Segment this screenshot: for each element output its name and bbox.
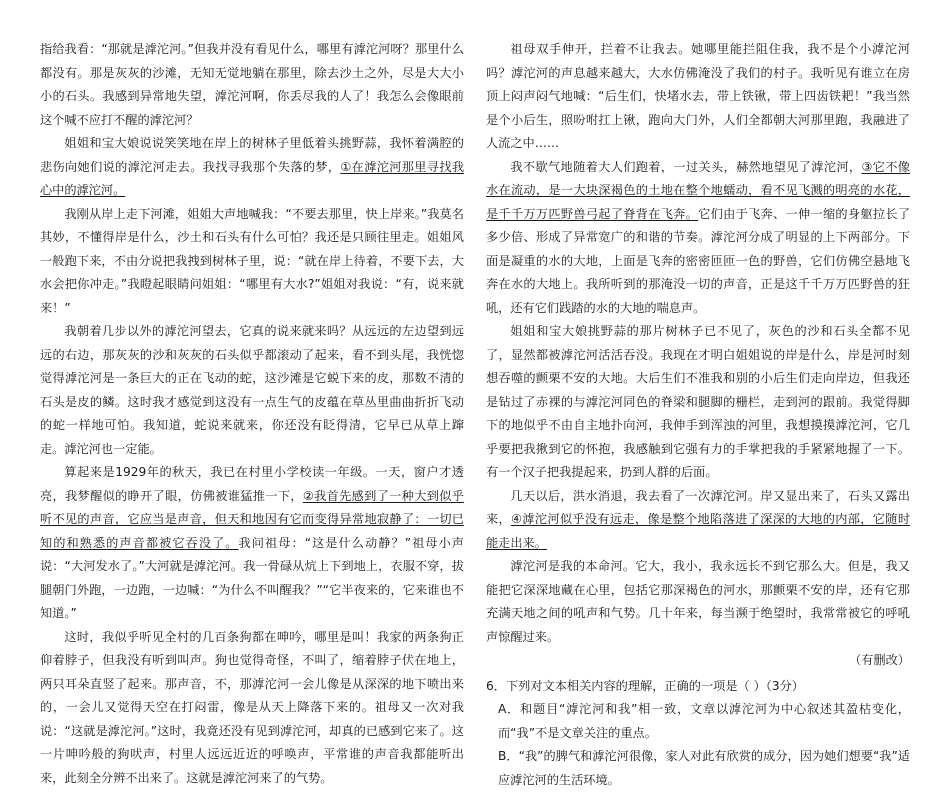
paragraph: 姐姐和宝大娘挑野蒜的那片树林子已不见了，灰色的沙和石头全都不见了，显然都被滹沱河活活吞没。我现在才明白姐姐说的岸是什么，岸是河时刻想吞噬的颤栗不安的大地。大后生们不准我和别的小后生们走向岸边，但我还是钻过了赤裸的与滹沱河同色的脊梁和腿脚的栅栏，走到河的跟前。我觉得脚下的地似乎不由自主地扑向河，我伸手到浑浊的河里，我想摸摸滹沱河，它几乎要把我揪到它的怀抱，我感触到它强有力的手掌把我的手紧紧地握了一下。有一个汉子把我提起来，扔到人群的后面。 (486, 324, 910, 479)
paragraph-text: 我不歇气地随着大人们跑着，一过关头，赫然地望见了滹沱河， (510, 159, 862, 174)
paragraph-text: 我问祖母：“这是什么动静？”祖母小声说：“大河发水了。”大河就是滹沱河。我一骨碌从炕上下到地上，衣服不穿，拔腿朝门外跑，一边跑，一边喊：“为什么不叫醒我？”“它半夜来的，它来谁也不知道。” (40, 535, 464, 620)
paragraph-text: 姐姐和宝大娘说说笑笑地在岸上的树林子里低着头挑野蒜，我怀着满腔的悲伤向她们说的滹沱河走去。我找寻我那个失落的梦， (40, 136, 464, 174)
underlined-sentence-1: ①在滹沱河那里寻找我心中的滹沱河。 (40, 159, 465, 197)
paragraph: 指给我看：“那就是滹沱河。”但我并没有看见什么，哪里有滹沱河呀？那里什么都没有。那是灰灰的沙滩，无知无觉地躺在那里，除去沙土之外，尽是大大小小的石头。我感到异常地失望，滹沱河啊，你丢尽我的人了！我怎么会像眼前这个喊不应打不醒的滹沱河？ (40, 42, 464, 127)
underlined-sentence-4: ④滹沱河似乎没有远走，像是整个地陷落进了深深的大地的内部，它随时能走出来。 (486, 512, 911, 550)
underlined-sentence-3: ③它不像水在流动，是一大块深褐色的土地在整个地蠕动，看不见飞溅的明亮的水花，是千千万万匹野兽弓起了脊背在飞奔。 (486, 159, 910, 221)
paragraph: 祖母双手伸开，拦着不让我去。她哪里能拦阻住我，我不是个小滹沱河吗？滹沱河的声息越来越大，大水仿佛淹没了我们的村子。我听见有谁立在房顶上闷声闷气地喊：“后生们，快堵水去，带上铁锹，带上四齿铁耙！”我当然是个小后生，照吩咐扛上锹，跑向大门外，人们全都朝大河那里跑，我融进了人流之中…… (486, 42, 910, 150)
paragraph-text: 它们由于飞奔、一伸一缩的身躯拉长了多少倍、形成了异常宽广的和谐的节奏。滹沱河分成了明显的上下两部分。下面是凝重的水的大地，上面是飞奔的密密匝匝一色的野兽，它们仿佛空悬地飞奔在水的大地上。我所听到的那淹没一切的声音，正是这千千万万匹野兽的狂吼，还有它们践踏的水的大地的喘息声。 (486, 206, 911, 315)
right-column (486, 38, 910, 792)
paragraph: 滹沱河是我的本命河。它大，我小，我永远长不到它那么大。但是，我又能把它深深地藏在心里，包括它那深褐色的河水，那颤栗不安的岸，还有它那充满天地之间的吼声和气势。几十年来，每当濒于绝望时，我常常被它的呼吼声惊醒过来。 (486, 559, 910, 644)
question-6: 6．下列对文本相关内容的理解，正确的一项是（ ）（3分） (486, 678, 804, 693)
paragraph-text: 算起来是1929年的秋天，我已在村里小学校读一年级。一天，窗户才透亮，我梦醒似的睁开了眼，仿佛被谁猛推一下， (40, 465, 464, 503)
paragraph (40, 461, 464, 626)
left-column (40, 38, 464, 790)
paragraph: 我朝着几步以外的滹沱河望去，它真的说来就来吗？从远远的左边望到远远的右边，那灰灰的沙和灰灰的石头似乎都滚动了起来，看不到头尾，我恍惚觉得滹沱河是一条巨大的正在飞动的蛇，这沙滩是它蜕下来的皮，那数不清的石头是皮的鳞。这时我才感觉到这没有一点生气的皮蕴在草丛里曲曲折折飞动的蛇一样地可怕。我知道，蛇说来就来，你还没有眨得清，它早已从草上蹿走。滹沱河也一定能。 (40, 324, 464, 456)
underlined-sentence-2: ②我首先感到了一种大到似乎听不见的声音，它应当是声音，但天和地因有它而变得异常地寂静了：一切已知的和熟悉的声音都被它吞没了。 (40, 488, 464, 550)
option-a: A．和题目“滹沱河和我”相一致，文章以滹沱河为中心叙述其盈枯变化，而“我”不是文章关注的重点。 (498, 702, 910, 740)
option-b: B．“我”的脾气和滹沱河很像，家人对此有欣赏的成分，因为她们想要“我”适应滹沱河的生活环境。 (498, 749, 910, 787)
paragraph (486, 156, 910, 321)
paragraph: 我刚从岸上走下河滩，姐姐大声地喊我：“不要去那里，快上岸来。”我莫名其妙，不懂得岸是什么，沙土和石头有什么可怕？我还是只顾往里走。姐姐风一般跑下来，不由分说把我拽到树林子里，说：“就在岸上待着，不要下去，大水会把你冲走。”我瞪起眼睛问姐姐：“哪里有大水?”姐姐对我说：“有，说来就来！” (40, 206, 464, 315)
source-note: （有删改） (849, 653, 910, 667)
paragraph (40, 132, 464, 203)
paragraph: 这时，我似乎听见全村的几百条狗都在呻吟，哪里是叫！我家的两条狗正仰着脖子，但我没有听到叫声。狗也觉得奇怪，不叫了，缩着脖子伏在地上，两只耳朵直竖了起来。那声音，不，那滹沱河一会儿像是从深深的地下喷出来的，一会儿又觉得天空在打闷雷，像是从天上降落下来的。祖母又一次对我说：“这就是滹沱河。”这时，我竟还没有见到滹沱河，却真的已感到它来了。这一片呻吟般的狗吠声，村里人远远近近的呼唤声，平常谁的声音我都能听出来，此刻全分辨不出来了。这就是滹沱河来了的气势。 (40, 629, 464, 785)
paragraph-text: 几天以后，洪水消退，我去看了一次滹沱河。岸又显出来了，石头又露出来， (486, 488, 910, 526)
paragraph (486, 485, 910, 556)
